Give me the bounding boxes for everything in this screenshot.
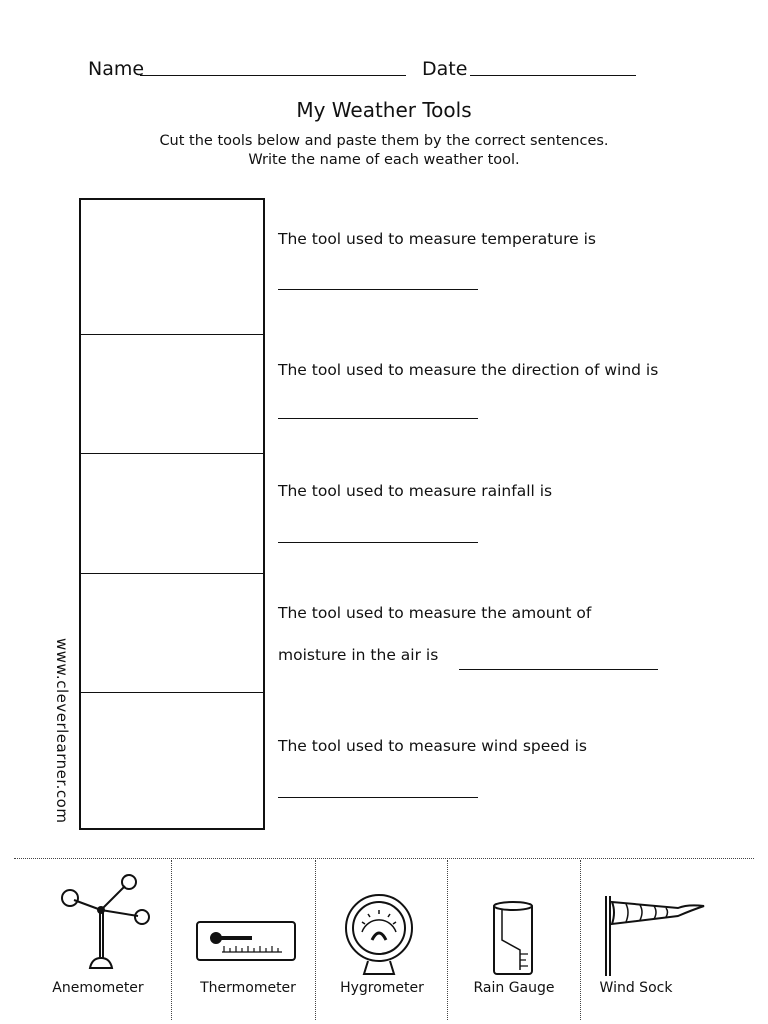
- instruction-line-2: Write the name of each weather tool.: [248, 152, 520, 168]
- paste-box-divider: [81, 453, 265, 454]
- sentence-moisture-line-1: The tool used to measure the amount of: [278, 604, 592, 622]
- answer-line-moisture[interactable]: [459, 669, 658, 670]
- answer-line-wind-direction[interactable]: [278, 418, 478, 419]
- tool-label-rain-gauge: Rain Gauge: [473, 980, 555, 996]
- tool-label-anemometer: Anemometer: [52, 980, 144, 996]
- anemometer-icon: [50, 872, 155, 977]
- website-watermark: www.cleverlearner.com: [53, 638, 71, 824]
- name-label: Name: [88, 58, 145, 80]
- tool-label-wind-sock: Wind Sock: [599, 980, 673, 996]
- paste-box-column: [79, 198, 265, 830]
- cut-line-vertical: [447, 860, 448, 1020]
- page-title: My Weather Tools: [296, 98, 472, 122]
- cut-line-horizontal: [14, 858, 754, 859]
- answer-line-temperature[interactable]: [278, 289, 478, 290]
- hygrometer-icon: [342, 890, 417, 978]
- cut-line-vertical: [580, 860, 581, 1020]
- sentence-moisture-line-2: moisture in the air is: [278, 646, 439, 664]
- instruction-line-1: Cut the tools below and paste them by the correct sentences.: [159, 133, 609, 149]
- date-label: Date: [422, 58, 468, 80]
- paste-box-divider: [81, 692, 265, 693]
- paste-box-divider: [81, 573, 265, 574]
- answer-line-wind-speed[interactable]: [278, 797, 478, 798]
- name-field[interactable]: [140, 75, 406, 76]
- sentence-rainfall: The tool used to measure rainfall is: [278, 482, 553, 500]
- rain-gauge-icon: [488, 898, 538, 978]
- sentence-wind-speed: The tool used to measure wind speed is: [278, 737, 587, 755]
- answer-line-rainfall[interactable]: [278, 542, 478, 543]
- sentence-wind-direction: The tool used to measure the direction of wind is: [278, 361, 659, 379]
- thermometer-icon: [194, 918, 298, 964]
- cut-line-vertical: [171, 860, 172, 1020]
- date-field[interactable]: [470, 75, 636, 76]
- wind-sock-icon: [600, 892, 710, 978]
- sentence-temperature: The tool used to measure temperature is: [278, 230, 596, 248]
- tool-label-thermometer: Thermometer: [200, 980, 296, 996]
- tool-label-hygrometer: Hygrometer: [340, 980, 424, 996]
- cut-line-vertical: [315, 860, 316, 1020]
- paste-box-divider: [81, 334, 265, 335]
